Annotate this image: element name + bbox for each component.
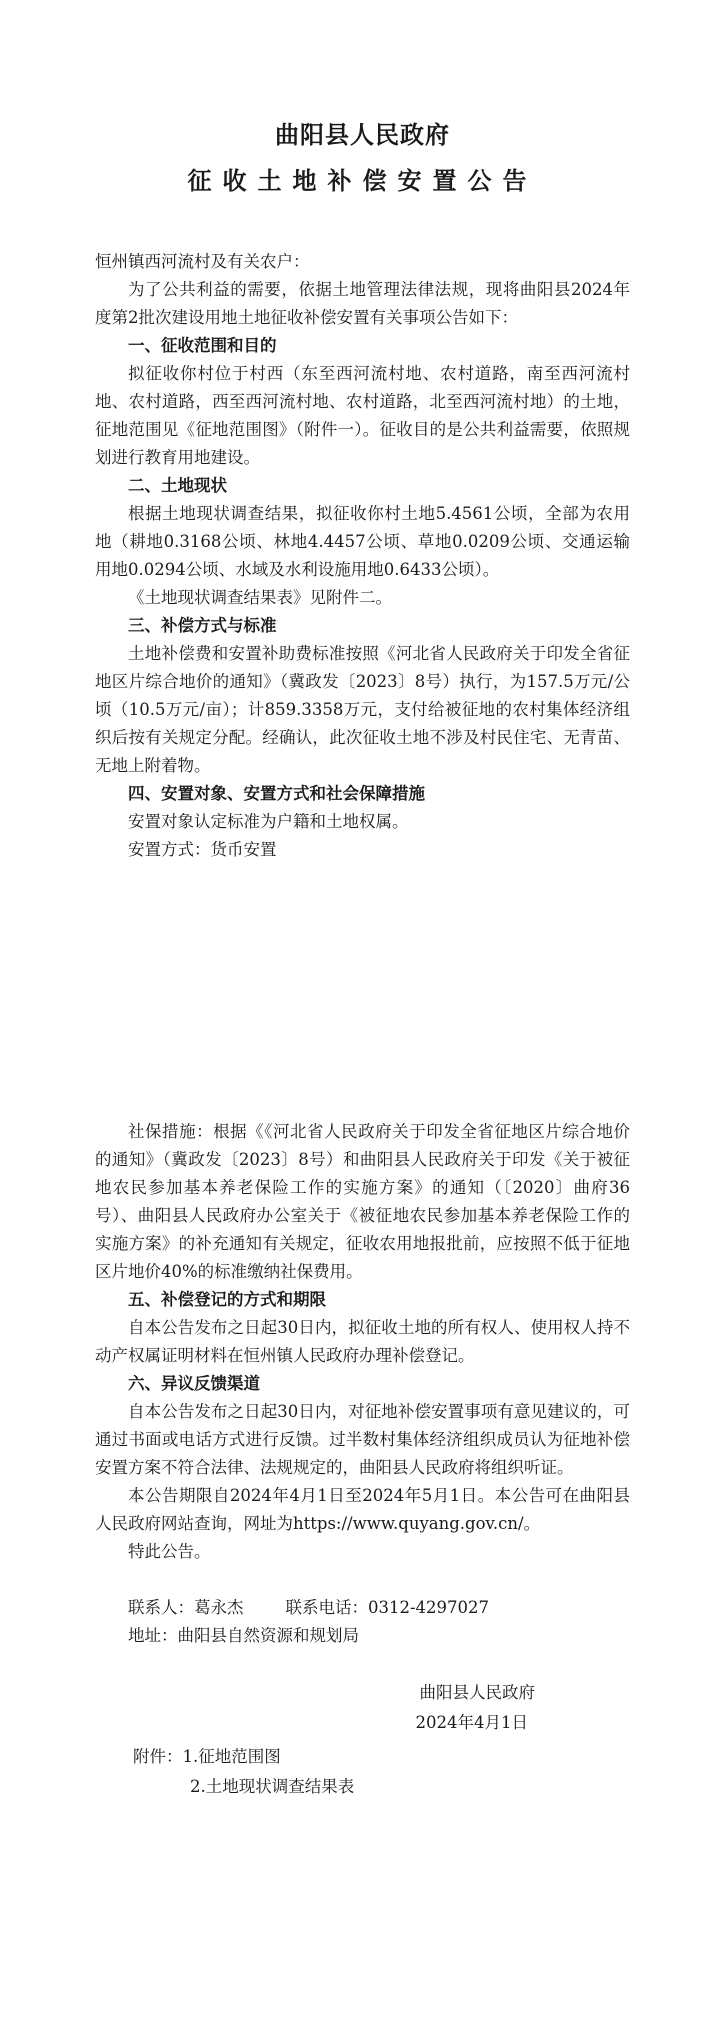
signature-date: 2024年4月1日 xyxy=(415,1713,528,1732)
section-heading-compensation: 三、补偿方式与标准 xyxy=(128,616,277,635)
section-heading-scope: 一、征收范围和目的 xyxy=(128,336,277,355)
closing-statement: 特此公告。 xyxy=(128,1542,211,1561)
scope-paragraph: 拟征收你村位于村西（东至西河流村地、农村道路，南至西河流村地、农村道路，西至西河流村地、农村道路，北至西河流村地）的土地，征地范围见《征地范围图》（附件一）。征收目的是公共利益需要，依照规划进行教育用地建设。 xyxy=(95,364,630,467)
resettlement-target-paragraph: 安置对象认定标准为户籍和土地权属。 xyxy=(128,812,409,831)
signature-org: 曲阳县人民政府 xyxy=(419,1683,535,1702)
attachment-item-1: 附件：1.征地范围图 xyxy=(133,1747,281,1766)
land-status-attachment-note: 《土地现状调查结果表》见附件二。 xyxy=(128,588,392,607)
section-heading-resettlement: 四、安置对象、安置方式和社会保障措施 xyxy=(128,784,425,803)
intro-paragraph: 为了公共利益的需要，依据土地管理法律法规，现将曲阳县2024年度第2批次建设用地土地征收补偿安置有关事项公告如下： xyxy=(95,280,630,327)
contact-address: 地址：曲阳县自然资源和规划局 xyxy=(128,1626,359,1645)
announcement-document xyxy=(95,118,630,1802)
resettlement-method-paragraph: 安置方式：货币安置 xyxy=(128,840,277,859)
attachments-list xyxy=(95,1742,630,1802)
issuer-title: 曲阳县人民政府 xyxy=(275,120,450,149)
section-heading-land-status: 二、土地现状 xyxy=(128,476,227,495)
section-heading-registration: 五、补偿登记的方式和期限 xyxy=(128,1290,326,1309)
section-heading-objection: 六、异议反馈渠道 xyxy=(128,1374,260,1393)
registration-paragraph: 自本公告发布之日起30日内，拟征收土地的所有权人、使用权人持不动产权属证明材料在恒州镇人民政府办理补偿登记。 xyxy=(95,1318,630,1365)
land-status-paragraph: 根据土地现状调查结果，拟征收你村土地5.4561公顷，全部为农用地（耕地0.3168公顷、林地4.4457公顷、草地0.0209公顷、交通运输用地0.0294公顷、水域及水利设施用地0.6433公顷）。 xyxy=(95,504,630,579)
objection-paragraph: 自本公告发布之日起30日内，对征地补偿安置事项有意见建议的，可通过书面或电话方式进行反馈。过半数村集体经济组织成员认为征地补偿安置方案不符合法律、法规规定的，曲阳县人民政府将组织听证。 xyxy=(95,1402,630,1477)
document-title: 征收土地补偿安置公告 xyxy=(187,166,538,195)
attachment-item-2: 2.土地现状调查结果表 xyxy=(190,1777,355,1796)
compensation-paragraph: 土地补偿费和安置补助费标准按照《河北省人民政府关于印发全省征地区片综合地价的通知》（冀政发〔2023〕8号）执行，为157.5万元/公顷（10.5万元/亩）；计859.3358万元，支付给被征地的农村集体经济组织后按有关规定分配。经确认，此次征收土地不涉及村民住宅、无青苗、无地上附着物。 xyxy=(95,644,630,775)
addressee: 恒州镇西河流村及有关农户： xyxy=(95,252,310,271)
contact-person-phone: 联系人：葛永杰 联系电话：0312-4297027 xyxy=(128,1598,490,1617)
social-security-paragraph: 社保措施：根据《《河北省人民政府关于印发全省征地区片综合地价的通知》（冀政发〔2023〕8号）和曲阳县人民政府关于印发《关于被征地农民参加基本养老保险工作的实施方案》的通知（〔2020〕曲府36号）、曲阳县人民政府办公室关于《被征地农民参加基本养老保险工作的实施方案》的补充通知有关规定，征收农用地报批前，应按照不低于征地区片地价40%的标准缴纳社保费用。 xyxy=(95,1122,630,1281)
validity-paragraph: 本公告期限自2024年4月1日至2024年5月1日。本公告可在曲阳县人民政府网站查询，网址为https://www.quyang.gov.cn/。 xyxy=(95,1486,630,1533)
blank-space xyxy=(95,864,630,1118)
